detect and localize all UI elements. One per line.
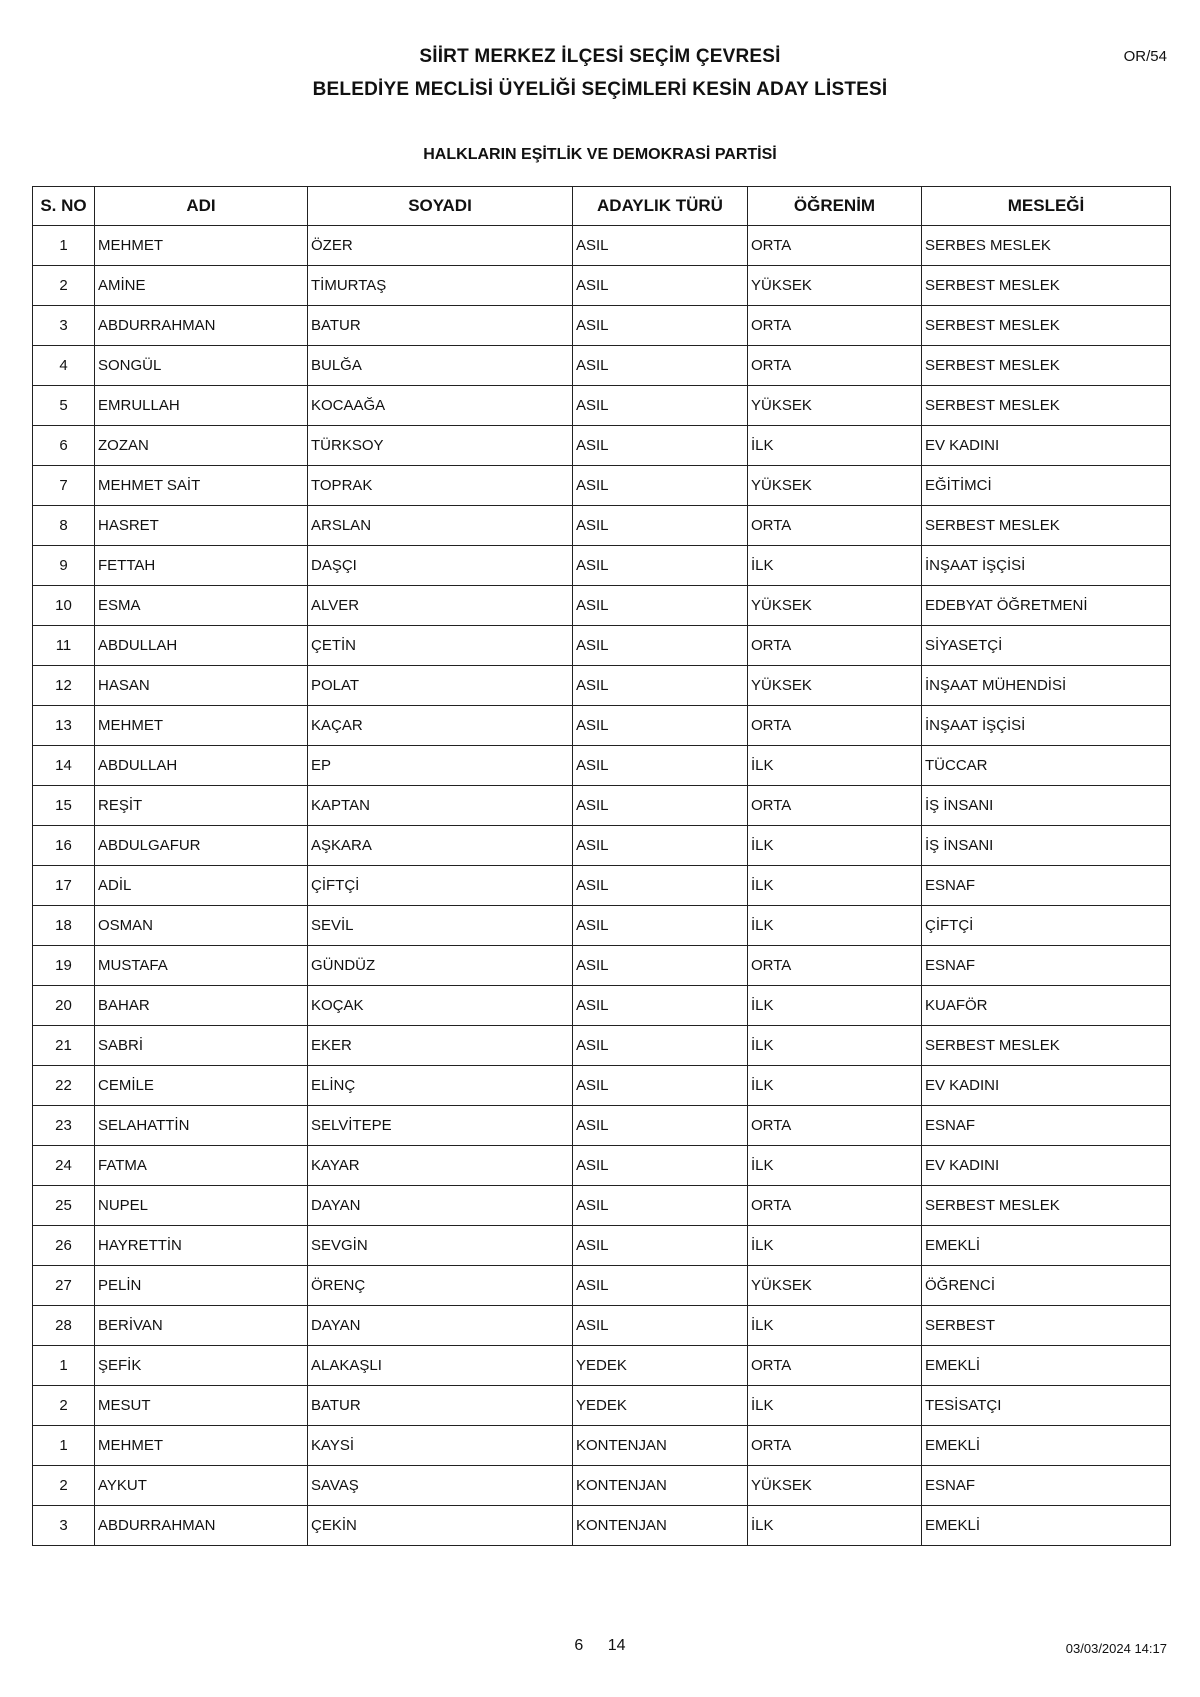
cell-no: 2	[33, 1466, 95, 1506]
cell-profession: İNŞAAT MÜHENDİSİ	[922, 666, 1171, 706]
cell-no: 5	[33, 386, 95, 426]
cell-education: ORTA	[748, 346, 922, 386]
cell-surname: SEVİL	[308, 906, 573, 946]
table-row	[33, 1066, 1171, 1106]
cell-candidacy-type: ASIL	[573, 506, 748, 546]
cell-name: MEHMET	[95, 226, 308, 266]
cell-education: ORTA	[748, 306, 922, 346]
cell-surname: KAÇAR	[308, 706, 573, 746]
cell-surname: EKER	[308, 1026, 573, 1066]
cell-candidacy-type: ASIL	[573, 1106, 748, 1146]
cell-name: MEHMET SAİT	[95, 466, 308, 506]
table-row	[33, 666, 1171, 706]
cell-profession: EMEKLİ	[922, 1426, 1171, 1466]
cell-no: 22	[33, 1066, 95, 1106]
table-row	[33, 426, 1171, 466]
cell-candidacy-type: KONTENJAN	[573, 1506, 748, 1546]
cell-profession: SERBEST MESLEK	[922, 266, 1171, 306]
cell-education: ORTA	[748, 786, 922, 826]
cell-profession: EV KADINI	[922, 1066, 1171, 1106]
cell-surname: ALAKAŞLI	[308, 1346, 573, 1386]
page-numbers	[0, 1637, 1200, 1655]
cell-name: BAHAR	[95, 986, 308, 1026]
cell-no: 12	[33, 666, 95, 706]
cell-profession: ESNAF	[922, 866, 1171, 906]
cell-profession: EV KADINI	[922, 426, 1171, 466]
cell-name: AYKUT	[95, 1466, 308, 1506]
column-header-candidacy-type: ADAYLIK TÜRÜ	[573, 187, 748, 226]
cell-profession: SERBEST	[922, 1306, 1171, 1346]
cell-profession: EV KADINI	[922, 1146, 1171, 1186]
cell-candidacy-type: ASIL	[573, 426, 748, 466]
table-row	[33, 946, 1171, 986]
cell-candidacy-type: ASIL	[573, 1226, 748, 1266]
cell-candidacy-type: KONTENJAN	[573, 1466, 748, 1506]
cell-name: MEHMET	[95, 706, 308, 746]
table-row	[33, 1146, 1171, 1186]
cell-no: 3	[33, 306, 95, 346]
cell-profession: TÜCCAR	[922, 746, 1171, 786]
cell-education: İLK	[748, 546, 922, 586]
table-row	[33, 1386, 1171, 1426]
cell-surname: ARSLAN	[308, 506, 573, 546]
cell-name: NUPEL	[95, 1186, 308, 1226]
column-header-education: ÖĞRENİM	[748, 187, 922, 226]
cell-no: 2	[33, 1386, 95, 1426]
print-datetime: 03/03/2024 14:17	[1065, 1641, 1167, 1656]
table-row	[33, 1466, 1171, 1506]
cell-education: ORTA	[748, 226, 922, 266]
cell-candidacy-type: ASIL	[573, 1066, 748, 1106]
page-current: 6	[574, 1637, 584, 1654]
cell-no: 15	[33, 786, 95, 826]
cell-profession: EDEBYAT ÖĞRETMENİ	[922, 586, 1171, 626]
document-code: OR/54	[1123, 48, 1167, 65]
cell-no: 1	[33, 1426, 95, 1466]
cell-education: ORTA	[748, 1106, 922, 1146]
cell-no: 25	[33, 1186, 95, 1226]
cell-profession: KUAFÖR	[922, 986, 1171, 1026]
cell-name: HASRET	[95, 506, 308, 546]
party-name: HALKLARIN EŞİTLİK VE DEMOKRASİ PARTİSİ	[423, 146, 777, 163]
cell-no: 1	[33, 226, 95, 266]
cell-no: 14	[33, 746, 95, 786]
cell-education: YÜKSEK	[748, 386, 922, 426]
cell-name: PELİN	[95, 1266, 308, 1306]
cell-name: FETTAH	[95, 546, 308, 586]
cell-profession: SERBEST MESLEK	[922, 1026, 1171, 1066]
cell-no: 1	[33, 1346, 95, 1386]
table-body	[33, 226, 1171, 1546]
cell-profession: EMEKLİ	[922, 1346, 1171, 1386]
table-row	[33, 906, 1171, 946]
table-row	[33, 1026, 1171, 1066]
cell-name: ABDULLAH	[95, 746, 308, 786]
cell-education: İLK	[748, 1066, 922, 1106]
cell-no: 19	[33, 946, 95, 986]
cell-no: 20	[33, 986, 95, 1026]
cell-surname: TÜRKSOY	[308, 426, 573, 466]
cell-profession: TESİSATÇI	[922, 1386, 1171, 1426]
cell-name: ABDURRAHMAN	[95, 306, 308, 346]
cell-name: FATMA	[95, 1146, 308, 1186]
cell-name: ABDURRAHMAN	[95, 1506, 308, 1546]
cell-no: 13	[33, 706, 95, 746]
cell-name: ABDULLAH	[95, 626, 308, 666]
cell-profession: EĞİTİMCİ	[922, 466, 1171, 506]
cell-name: SABRİ	[95, 1026, 308, 1066]
cell-candidacy-type: ASIL	[573, 786, 748, 826]
cell-no: 27	[33, 1266, 95, 1306]
cell-profession: ÇİFTÇİ	[922, 906, 1171, 946]
table-row	[33, 1306, 1171, 1346]
cell-education: YÜKSEK	[748, 1266, 922, 1306]
cell-profession: ESNAF	[922, 946, 1171, 986]
cell-name: CEMİLE	[95, 1066, 308, 1106]
cell-education: İLK	[748, 1506, 922, 1546]
cell-surname: BATUR	[308, 306, 573, 346]
cell-education: İLK	[748, 1146, 922, 1186]
cell-no: 2	[33, 266, 95, 306]
cell-candidacy-type: ASIL	[573, 346, 748, 386]
cell-no: 21	[33, 1026, 95, 1066]
cell-name: BERİVAN	[95, 1306, 308, 1346]
cell-education: YÜKSEK	[748, 1466, 922, 1506]
cell-candidacy-type: ASIL	[573, 386, 748, 426]
cell-surname: BATUR	[308, 1386, 573, 1426]
cell-education: YÜKSEK	[748, 666, 922, 706]
cell-education: ORTA	[748, 1186, 922, 1226]
cell-profession: SERBEST MESLEK	[922, 306, 1171, 346]
cell-no: 11	[33, 626, 95, 666]
candidate-table	[32, 186, 1171, 1546]
cell-surname: ÇİFTÇİ	[308, 866, 573, 906]
cell-candidacy-type: ASIL	[573, 706, 748, 746]
cell-surname: GÜNDÜZ	[308, 946, 573, 986]
cell-no: 3	[33, 1506, 95, 1546]
cell-profession: İNŞAAT İŞÇİSİ	[922, 706, 1171, 746]
table-row	[33, 346, 1171, 386]
cell-no: 23	[33, 1106, 95, 1146]
cell-name: ZOZAN	[95, 426, 308, 466]
cell-surname: SEVGİN	[308, 1226, 573, 1266]
cell-surname: EP	[308, 746, 573, 786]
cell-candidacy-type: ASIL	[573, 546, 748, 586]
cell-profession: SERBEST MESLEK	[922, 346, 1171, 386]
cell-surname: SELVİTEPE	[308, 1106, 573, 1146]
table-row	[33, 1186, 1171, 1226]
cell-education: İLK	[748, 906, 922, 946]
cell-no: 7	[33, 466, 95, 506]
cell-no: 10	[33, 586, 95, 626]
cell-surname: DAYAN	[308, 1306, 573, 1346]
table-header-row	[33, 187, 1171, 226]
cell-profession: İŞ İNSANI	[922, 786, 1171, 826]
cell-name: ŞEFİK	[95, 1346, 308, 1386]
cell-education: ORTA	[748, 1346, 922, 1386]
page-total: 14	[607, 1637, 626, 1654]
table-row	[33, 786, 1171, 826]
cell-surname: TİMURTAŞ	[308, 266, 573, 306]
cell-surname: ALVER	[308, 586, 573, 626]
cell-surname: ÇEKİN	[308, 1506, 573, 1546]
column-header-surname: SOYADI	[308, 187, 573, 226]
cell-profession: SİYASETÇİ	[922, 626, 1171, 666]
cell-candidacy-type: KONTENJAN	[573, 1426, 748, 1466]
cell-no: 9	[33, 546, 95, 586]
cell-candidacy-type: ASIL	[573, 626, 748, 666]
table-row	[33, 626, 1171, 666]
cell-candidacy-type: ASIL	[573, 1306, 748, 1346]
cell-profession: ÖĞRENCİ	[922, 1266, 1171, 1306]
cell-no: 18	[33, 906, 95, 946]
cell-no: 17	[33, 866, 95, 906]
table-row	[33, 1506, 1171, 1546]
cell-surname: DAYAN	[308, 1186, 573, 1226]
cell-name: HASAN	[95, 666, 308, 706]
cell-name: REŞİT	[95, 786, 308, 826]
cell-candidacy-type: ASIL	[573, 226, 748, 266]
cell-profession: SERBEST MESLEK	[922, 1186, 1171, 1226]
cell-candidacy-type: ASIL	[573, 906, 748, 946]
cell-surname: DAŞÇI	[308, 546, 573, 586]
cell-candidacy-type: ASIL	[573, 1026, 748, 1066]
cell-candidacy-type: ASIL	[573, 1146, 748, 1186]
document-title-line1: SİİRT MERKEZ İLÇESİ SEÇİM ÇEVRESİ	[419, 46, 781, 67]
document-title-line2: BELEDİYE MECLİSİ ÜYELİĞİ SEÇİMLERİ KESİN ADAY LİSTESİ	[312, 79, 888, 100]
cell-name: MUSTAFA	[95, 946, 308, 986]
cell-education: İLK	[748, 746, 922, 786]
cell-surname: TOPRAK	[308, 466, 573, 506]
cell-surname: ÖZER	[308, 226, 573, 266]
cell-education: ORTA	[748, 506, 922, 546]
cell-surname: KAYAR	[308, 1146, 573, 1186]
cell-profession: ESNAF	[922, 1466, 1171, 1506]
cell-profession: İŞ İNSANI	[922, 826, 1171, 866]
column-header-name: ADI	[95, 187, 308, 226]
table-row	[33, 266, 1171, 306]
cell-name: MEHMET	[95, 1426, 308, 1466]
table-row	[33, 1106, 1171, 1146]
cell-candidacy-type: ASIL	[573, 746, 748, 786]
cell-candidacy-type: ASIL	[573, 466, 748, 506]
cell-education: İLK	[748, 426, 922, 466]
cell-education: İLK	[748, 1386, 922, 1426]
cell-name: ABDULGAFUR	[95, 826, 308, 866]
table-row	[33, 226, 1171, 266]
cell-education: İLK	[748, 826, 922, 866]
cell-surname: SAVAŞ	[308, 1466, 573, 1506]
column-header-no: S. NO	[33, 187, 95, 226]
column-header-profession: MESLEĞİ	[922, 187, 1171, 226]
cell-profession: ESNAF	[922, 1106, 1171, 1146]
table-row	[33, 1266, 1171, 1306]
cell-candidacy-type: YEDEK	[573, 1346, 748, 1386]
cell-candidacy-type: ASIL	[573, 666, 748, 706]
cell-candidacy-type: YEDEK	[573, 1386, 748, 1426]
table-row	[33, 1346, 1171, 1386]
cell-education: İLK	[748, 1226, 922, 1266]
cell-name: AMİNE	[95, 266, 308, 306]
cell-profession: SERBEST MESLEK	[922, 386, 1171, 426]
cell-surname: KOCAAĞA	[308, 386, 573, 426]
cell-no: 24	[33, 1146, 95, 1186]
cell-surname: ÖRENÇ	[308, 1266, 573, 1306]
cell-profession: SERBES MESLEK	[922, 226, 1171, 266]
cell-education: ORTA	[748, 626, 922, 666]
cell-name: OSMAN	[95, 906, 308, 946]
cell-education: ORTA	[748, 1426, 922, 1466]
cell-name: EMRULLAH	[95, 386, 308, 426]
cell-no: 26	[33, 1226, 95, 1266]
cell-candidacy-type: ASIL	[573, 586, 748, 626]
cell-no: 16	[33, 826, 95, 866]
table-row	[33, 746, 1171, 786]
table-row	[33, 986, 1171, 1026]
cell-surname: KAPTAN	[308, 786, 573, 826]
table-row	[33, 466, 1171, 506]
cell-candidacy-type: ASIL	[573, 266, 748, 306]
cell-candidacy-type: ASIL	[573, 1266, 748, 1306]
cell-surname: KOÇAK	[308, 986, 573, 1026]
cell-name: SONGÜL	[95, 346, 308, 386]
table-row	[33, 706, 1171, 746]
cell-no: 6	[33, 426, 95, 466]
table-row	[33, 386, 1171, 426]
cell-candidacy-type: ASIL	[573, 866, 748, 906]
cell-education: İLK	[748, 1026, 922, 1066]
cell-surname: ELİNÇ	[308, 1066, 573, 1106]
table-row	[33, 546, 1171, 586]
cell-candidacy-type: ASIL	[573, 306, 748, 346]
cell-profession: EMEKLİ	[922, 1226, 1171, 1266]
table-row	[33, 306, 1171, 346]
cell-name: ADİL	[95, 866, 308, 906]
cell-surname: ÇETİN	[308, 626, 573, 666]
cell-education: YÜKSEK	[748, 266, 922, 306]
cell-education: YÜKSEK	[748, 586, 922, 626]
cell-name: ESMA	[95, 586, 308, 626]
cell-education: İLK	[748, 866, 922, 906]
cell-candidacy-type: ASIL	[573, 946, 748, 986]
cell-name: MESUT	[95, 1386, 308, 1426]
cell-education: YÜKSEK	[748, 466, 922, 506]
cell-education: İLK	[748, 986, 922, 1026]
cell-candidacy-type: ASIL	[573, 1186, 748, 1226]
cell-candidacy-type: ASIL	[573, 826, 748, 866]
table-row	[33, 1426, 1171, 1466]
cell-name: SELAHATTİN	[95, 1106, 308, 1146]
table-row	[33, 1226, 1171, 1266]
table-row	[33, 586, 1171, 626]
cell-name: HAYRETTİN	[95, 1226, 308, 1266]
cell-profession: EMEKLİ	[922, 1506, 1171, 1546]
cell-education: ORTA	[748, 946, 922, 986]
cell-no: 4	[33, 346, 95, 386]
cell-no: 8	[33, 506, 95, 546]
cell-surname: KAYSİ	[308, 1426, 573, 1466]
cell-education: İLK	[748, 1306, 922, 1346]
cell-education: ORTA	[748, 706, 922, 746]
table-row	[33, 826, 1171, 866]
table-row	[33, 866, 1171, 906]
cell-surname: BULĞA	[308, 346, 573, 386]
cell-surname: POLAT	[308, 666, 573, 706]
cell-profession: İNŞAAT İŞÇİSİ	[922, 546, 1171, 586]
cell-candidacy-type: ASIL	[573, 986, 748, 1026]
cell-surname: AŞKARA	[308, 826, 573, 866]
cell-no: 28	[33, 1306, 95, 1346]
table-row	[33, 506, 1171, 546]
cell-profession: SERBEST MESLEK	[922, 506, 1171, 546]
